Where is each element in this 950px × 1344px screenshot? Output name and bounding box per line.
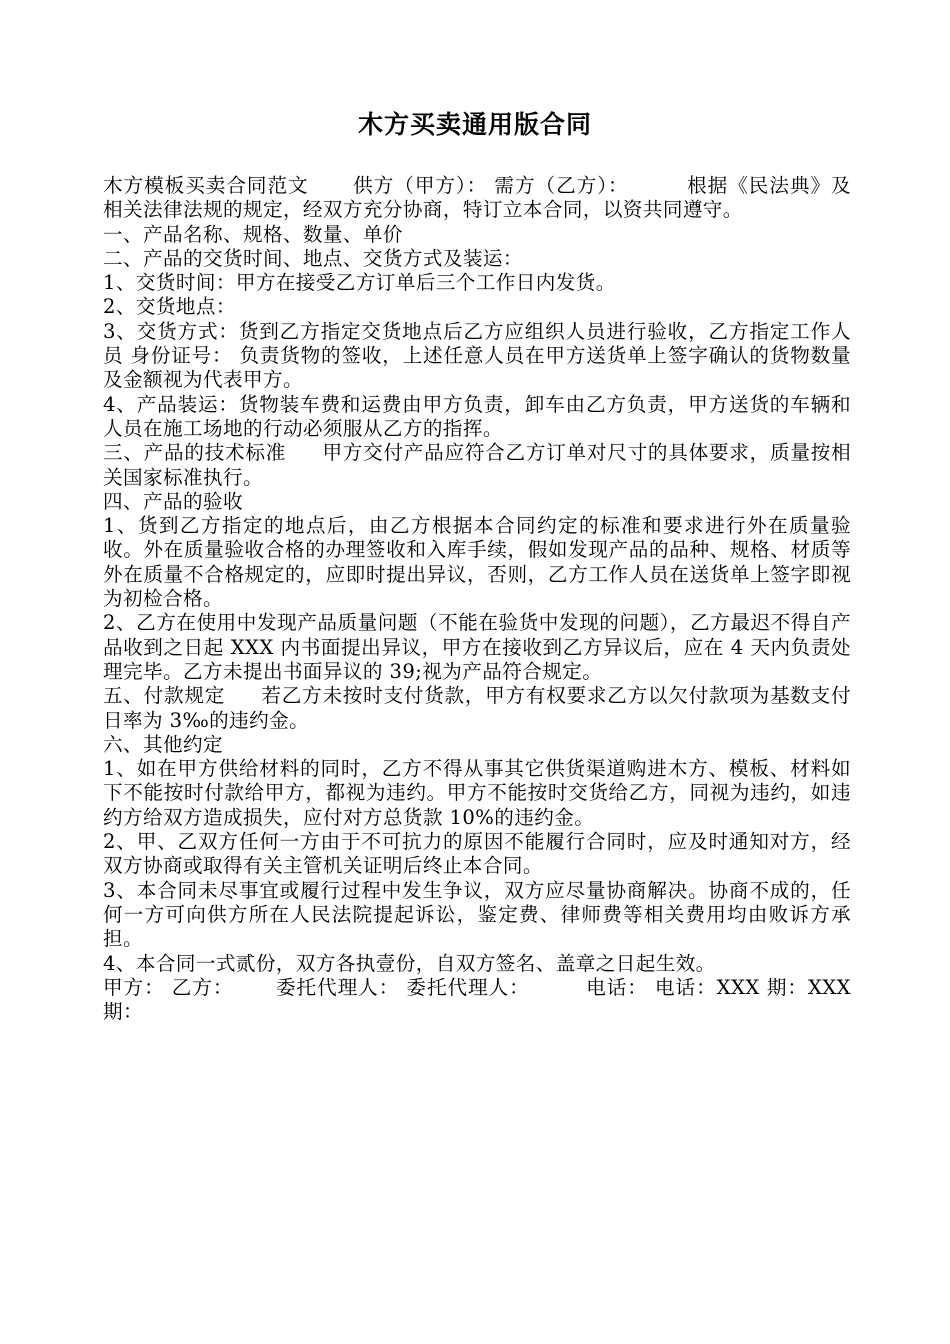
section-4-heading: 四、产品的验收 xyxy=(103,489,243,513)
document-title: 木方买卖通用版合同 xyxy=(357,110,592,139)
section-5-heading: 五、付款规定 xyxy=(103,684,226,708)
section-3-heading: 三、产品的技术标准 xyxy=(103,441,287,465)
intro-paragraph xyxy=(103,174,851,223)
section-2-item-2: 2、交货地点： xyxy=(103,295,236,319)
section-5-text: 若乙方未按时支付货款，甲方有权要求乙方以欠付款项为基数支付日率为 3‰的违约金。 xyxy=(103,684,851,732)
section-6-item-2: 2、甲、乙双方任何一方由于不可抗力的原因不能履行合同时，应及时通知对方，经双方协商或取得有关主管机关证明后终止本合同。 xyxy=(103,830,851,878)
intro-basis: 根据《民法典》及相关法律法规的规定，经双方充分协商，特订立本合同，以资共同遵守。 xyxy=(103,174,852,222)
section-6-item-1: 1、如在甲方供给材料的同时，乙方不得从事其它供货渠道购进木方、模板、材料如下不能按时付款给甲方，都视为违约。甲方不能按时交货给乙方，同视为违约，如违约方给双方造成损失，应付对方总货款 10%的违约金。 xyxy=(103,757,851,829)
section-6-heading: 六、其他约定 xyxy=(103,732,223,756)
section-6-item-4: 4、本合同一式贰份，双方各执壹份，自双方签名、盖章之日起生效。 xyxy=(103,951,716,975)
section-2-heading: 二、产品的交货时间、地点、交货方式及装运： xyxy=(103,246,523,270)
signature-parties: 甲方： 乙方： xyxy=(103,975,234,999)
signature-phone-date: 电话： 电话：XXX 期：XXX 期： xyxy=(103,975,851,1024)
section-5-paragraph xyxy=(103,684,851,733)
signature-agents: 委托代理人： 委托代理人： xyxy=(275,975,530,999)
section-4-item-2: 2、乙方在使用中发现产品质量问题（不能在验货中发现的问题），乙方最迟不得自产品收到之日起 XXX 内书面提出异议，甲方在接收到乙方异议后，应在 4 天内负责处理完毕。乙方未提出书面异议的 39;视为产品符合规定。 xyxy=(103,611,851,683)
section-3-text: 甲方交付产品应符合乙方订单对尺寸的具体要求，质量按相关国家标准执行。 xyxy=(103,441,851,489)
section-6-item-3: 3、本合同未尽事宜或履行过程中发生争议，双方应尽量协商解决。协商不成的，任何一方可向供方所在人民法院提起诉讼，鉴定费、律师费等相关费用均由败诉方承担。 xyxy=(103,878,851,951)
section-1-heading: 一、产品名称、规格、数量、单价 xyxy=(103,222,403,246)
section-3-paragraph xyxy=(103,441,851,490)
contract-body xyxy=(103,174,851,1024)
section-2-item-3: 3、交货方式：货到乙方指定交货地点后乙方应组织人员进行验收，乙方指定工作人员 身份证号： 负责货物的签收，上述任意人员在甲方送货单上签字确认的货物数量及金额视为代表甲方。 xyxy=(103,319,851,392)
intro-template-name: 木方模板买卖合同范文 xyxy=(103,174,309,197)
section-2-item-1: 1、交货时间：甲方在接受乙方订单后三个工作日内发货。 xyxy=(103,271,616,295)
intro-parties: 供方（甲方）： 需方（乙方）： xyxy=(352,174,629,197)
section-2-item-4: 4、产品装运：货物装车费和运费由甲方负责，卸车由乙方负责，甲方送货的车辆和人员在施工场地的行动必须服从乙方的指挥。 xyxy=(103,392,851,440)
signature-block xyxy=(103,976,851,1025)
section-4-item-1: 1、货到乙方指定的地点后，由乙方根据本合同约定的标准和要求进行外在质量验收。外在质量验收合格的办理签收和入库手续，假如发现产品的品种、规格、材质等外在质量不合格规定的，应即时提出异议，否则，乙方工作人员在送货单上签字即视为初检合格。 xyxy=(103,514,851,611)
